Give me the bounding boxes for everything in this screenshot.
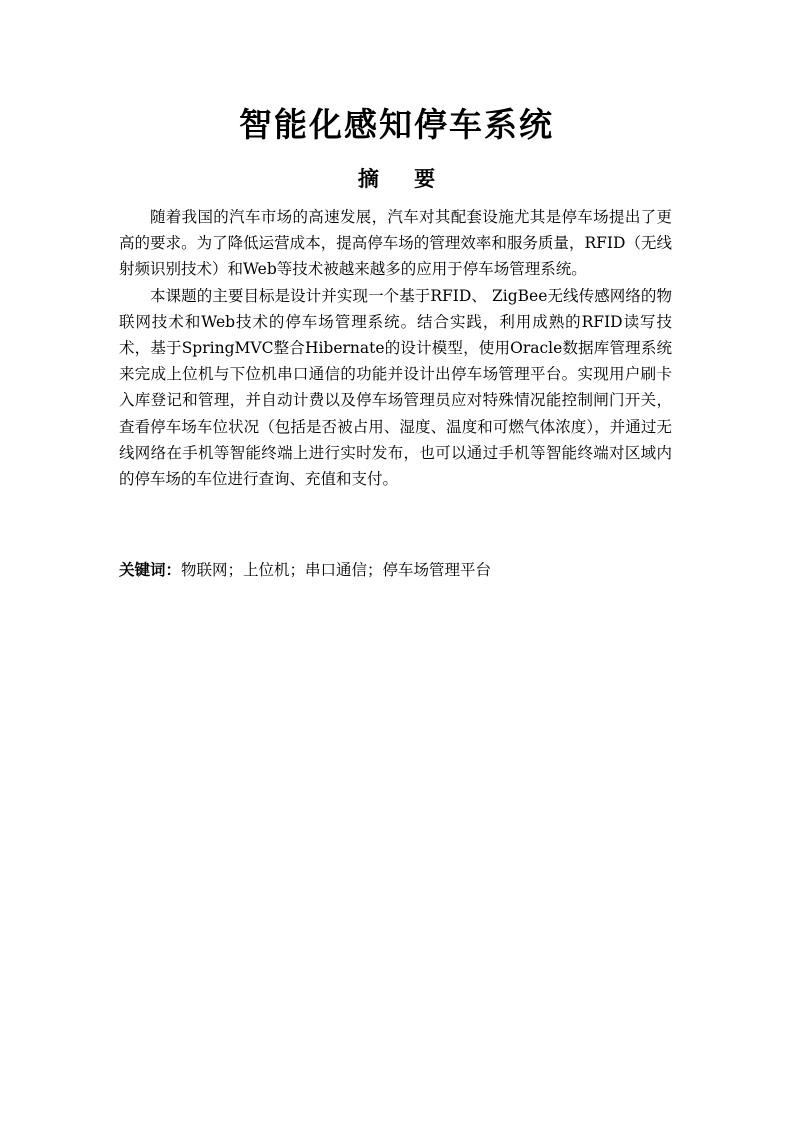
- abstract-body: [119, 204, 672, 492]
- abstract-paragraph-1: 随着我国的汽车市场的高速发展，汽车对其配套设施尤其是停车场提出了更高的要求。为了降低运营成本，提高停车场的管理效率和服务质量，RFID（无线射频识别技术）和Web等技术被越来越多的应用于停车场管理系统。: [119, 208, 672, 279]
- abstract-paragraph-2: 本课题的主要目标是设计并实现一个基于RFID、 ZigBee无线传感网络的物联网技术和Web技术的停车场管理系统。结合实践，利用成熟的RFID读写技术，基于SpringMVC整合Hibernate的设计模型，使用Oracle数据库管理系统来完成上位机与下位机串口通信的功能并设计出停车场管理平台。实现用户刷卡入库登记和管理，并自动计费以及停车场管理员应对特殊情况能控制闸门开关，查看停车场车位状况（包括是否被占用、湿度、温度和可燃气体浓度），并通过无线网络在手机等智能终端上进行实时发布，也可以通过手机等智能终端对区域内的停车场的车位进行查询、充值和支付。: [119, 286, 672, 489]
- keywords-text: 物联网；上位机；串口通信；停车场管理平台: [181, 561, 492, 579]
- abstract-heading-text: 摘 要: [357, 166, 450, 191]
- document-title: 智能化感知停车系统: [239, 105, 554, 144]
- abstract-heading: [0, 165, 793, 193]
- keywords-line: [119, 557, 672, 583]
- keywords-label: 关键词：: [119, 560, 182, 579]
